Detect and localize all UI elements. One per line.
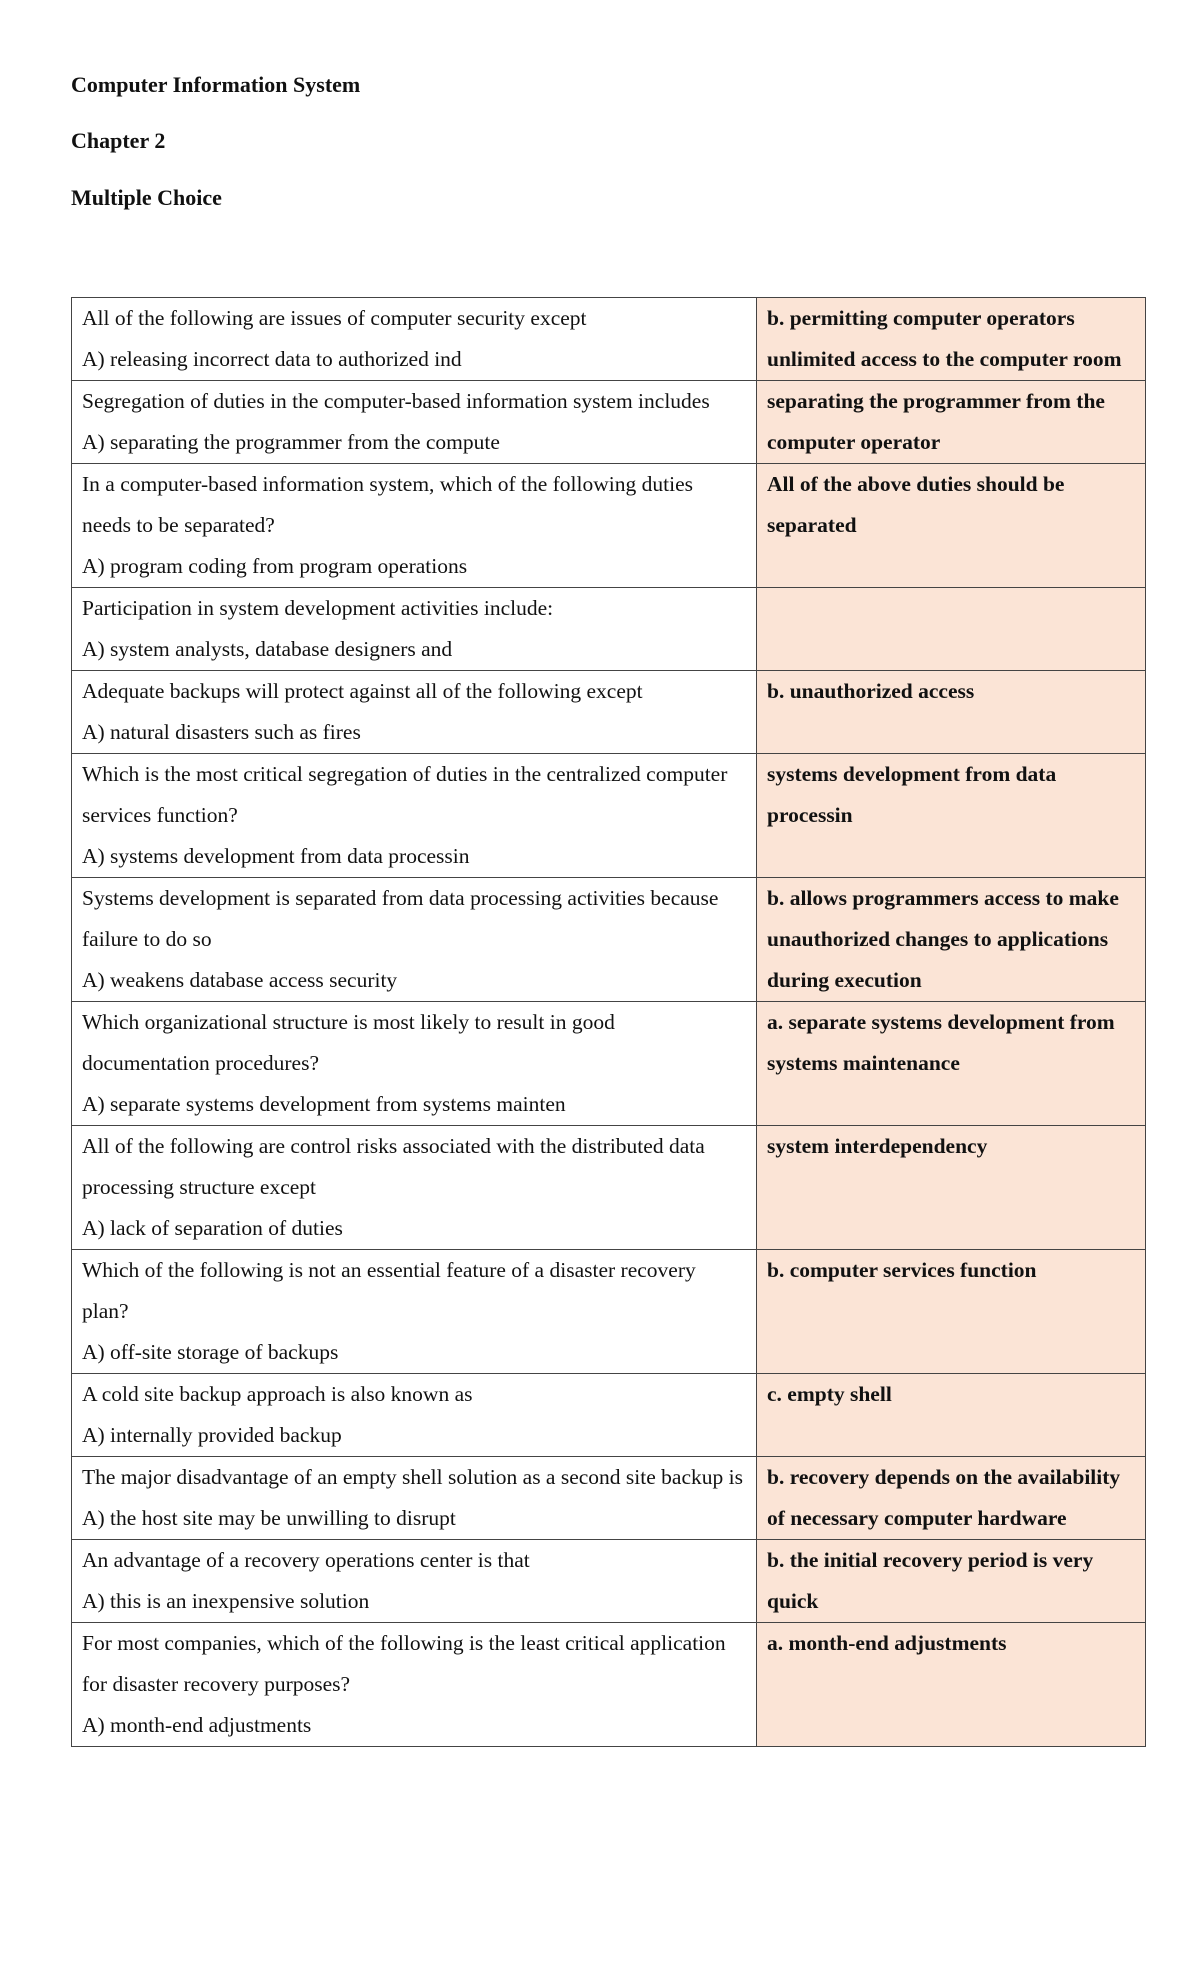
table-row	[72, 878, 1146, 1002]
table-row	[72, 1374, 1146, 1457]
answer-cell	[757, 588, 1146, 671]
table-row	[72, 1002, 1146, 1126]
question-option: A) internally provided backup	[82, 1423, 342, 1447]
table-row	[72, 1126, 1146, 1250]
question-text: Which is the most critical segregation of duties in the centralized computer services function?	[82, 762, 728, 827]
section-heading: Multiple Choice	[71, 185, 222, 210]
question-text: Which organizational structure is most likely to result in good documentation procedures?	[82, 1010, 615, 1075]
question-cell	[72, 1250, 757, 1374]
question-option: A) separating the programmer from the compute	[82, 430, 500, 454]
question-option: A) this is an inexpensive solution	[82, 1589, 370, 1613]
question-text: Systems development is separated from data processing activities because failure to do so	[82, 886, 719, 951]
question-cell	[72, 381, 757, 464]
question-text: Participation in system development activities include:	[82, 596, 554, 620]
chapter-heading: Chapter 2	[71, 128, 166, 153]
answer-cell: systems development from data processin	[757, 754, 1146, 878]
question-option: A) month-end adjustments	[82, 1713, 312, 1737]
question-text: The major disadvantage of an empty shell solution as a second site backup is	[82, 1465, 743, 1489]
table-row	[72, 588, 1146, 671]
question-option: A) separate systems development from systems mainten	[82, 1092, 566, 1116]
table-row	[72, 1540, 1146, 1623]
answer-cell: b. the initial recovery period is very quick	[757, 1540, 1146, 1623]
answer-cell: b. permitting computer operators unlimited access to the computer room	[757, 298, 1146, 381]
question-text: In a computer-based information system, which of the following duties needs to be separated?	[82, 472, 693, 537]
table-row	[72, 754, 1146, 878]
question-cell	[72, 1540, 757, 1623]
question-text: All of the following are control risks associated with the distributed data processing structure except	[82, 1134, 705, 1199]
answer-cell: b. allows programmers access to make unauthorized changes to applications during execution	[757, 878, 1146, 1002]
answer-cell: system interdependency	[757, 1126, 1146, 1250]
answer-cell: a. separate systems development from systems maintenance	[757, 1002, 1146, 1126]
answer-cell: b. computer services function	[757, 1250, 1146, 1374]
question-text: Segregation of duties in the computer-based information system includes	[82, 389, 710, 413]
question-cell	[72, 1457, 757, 1540]
table-row	[72, 1457, 1146, 1540]
table-row	[72, 464, 1146, 588]
question-option: A) systems development from data processin	[82, 844, 470, 868]
answer-cell: b. unauthorized access	[757, 671, 1146, 754]
answer-cell: c. empty shell	[757, 1374, 1146, 1457]
document-title: Computer Information System	[71, 72, 361, 97]
question-text: Adequate backups will protect against all of the following except	[82, 679, 643, 703]
question-cell	[72, 588, 757, 671]
question-cell	[72, 1126, 757, 1250]
answer-cell: a. month-end adjustments	[757, 1623, 1146, 1747]
question-cell	[72, 298, 757, 381]
question-text: For most companies, which of the following is the least critical application for disaster recovery purposes?	[82, 1631, 726, 1696]
answer-cell: b. recovery depends on the availability of necessary computer hardware	[757, 1457, 1146, 1540]
question-option: A) lack of separation of duties	[82, 1216, 343, 1240]
question-cell	[72, 754, 757, 878]
question-cell	[72, 1623, 757, 1747]
question-cell	[72, 671, 757, 754]
question-cell	[72, 878, 757, 1002]
table-row	[72, 671, 1146, 754]
question-option: A) off-site storage of backups	[82, 1340, 339, 1364]
question-answer-table-body	[72, 298, 1146, 1747]
table-row	[72, 381, 1146, 464]
question-option: A) natural disasters such as fires	[82, 720, 361, 744]
table-row	[72, 1623, 1146, 1747]
question-option: A) system analysts, database designers and	[82, 637, 453, 661]
question-text: All of the following are issues of computer security except	[82, 306, 587, 330]
answer-cell: All of the above duties should be separated	[757, 464, 1146, 588]
question-option: A) releasing incorrect data to authorized ind	[82, 347, 462, 371]
question-cell	[72, 1374, 757, 1457]
question-option: A) program coding from program operations	[82, 554, 468, 578]
question-text: A cold site backup approach is also known as	[82, 1382, 473, 1406]
question-text: An advantage of a recovery operations center is that	[82, 1548, 530, 1572]
question-answer-table	[71, 297, 1146, 1747]
question-option: A) weakens database access security	[82, 968, 398, 992]
question-cell	[72, 1002, 757, 1126]
answer-cell: separating the programmer from the computer operator	[757, 381, 1146, 464]
question-option: A) the host site may be unwilling to disrupt	[82, 1506, 456, 1530]
table-row	[72, 1250, 1146, 1374]
question-cell	[72, 464, 757, 588]
table-row	[72, 298, 1146, 381]
question-text: Which of the following is not an essential feature of a disaster recovery plan?	[82, 1258, 696, 1323]
